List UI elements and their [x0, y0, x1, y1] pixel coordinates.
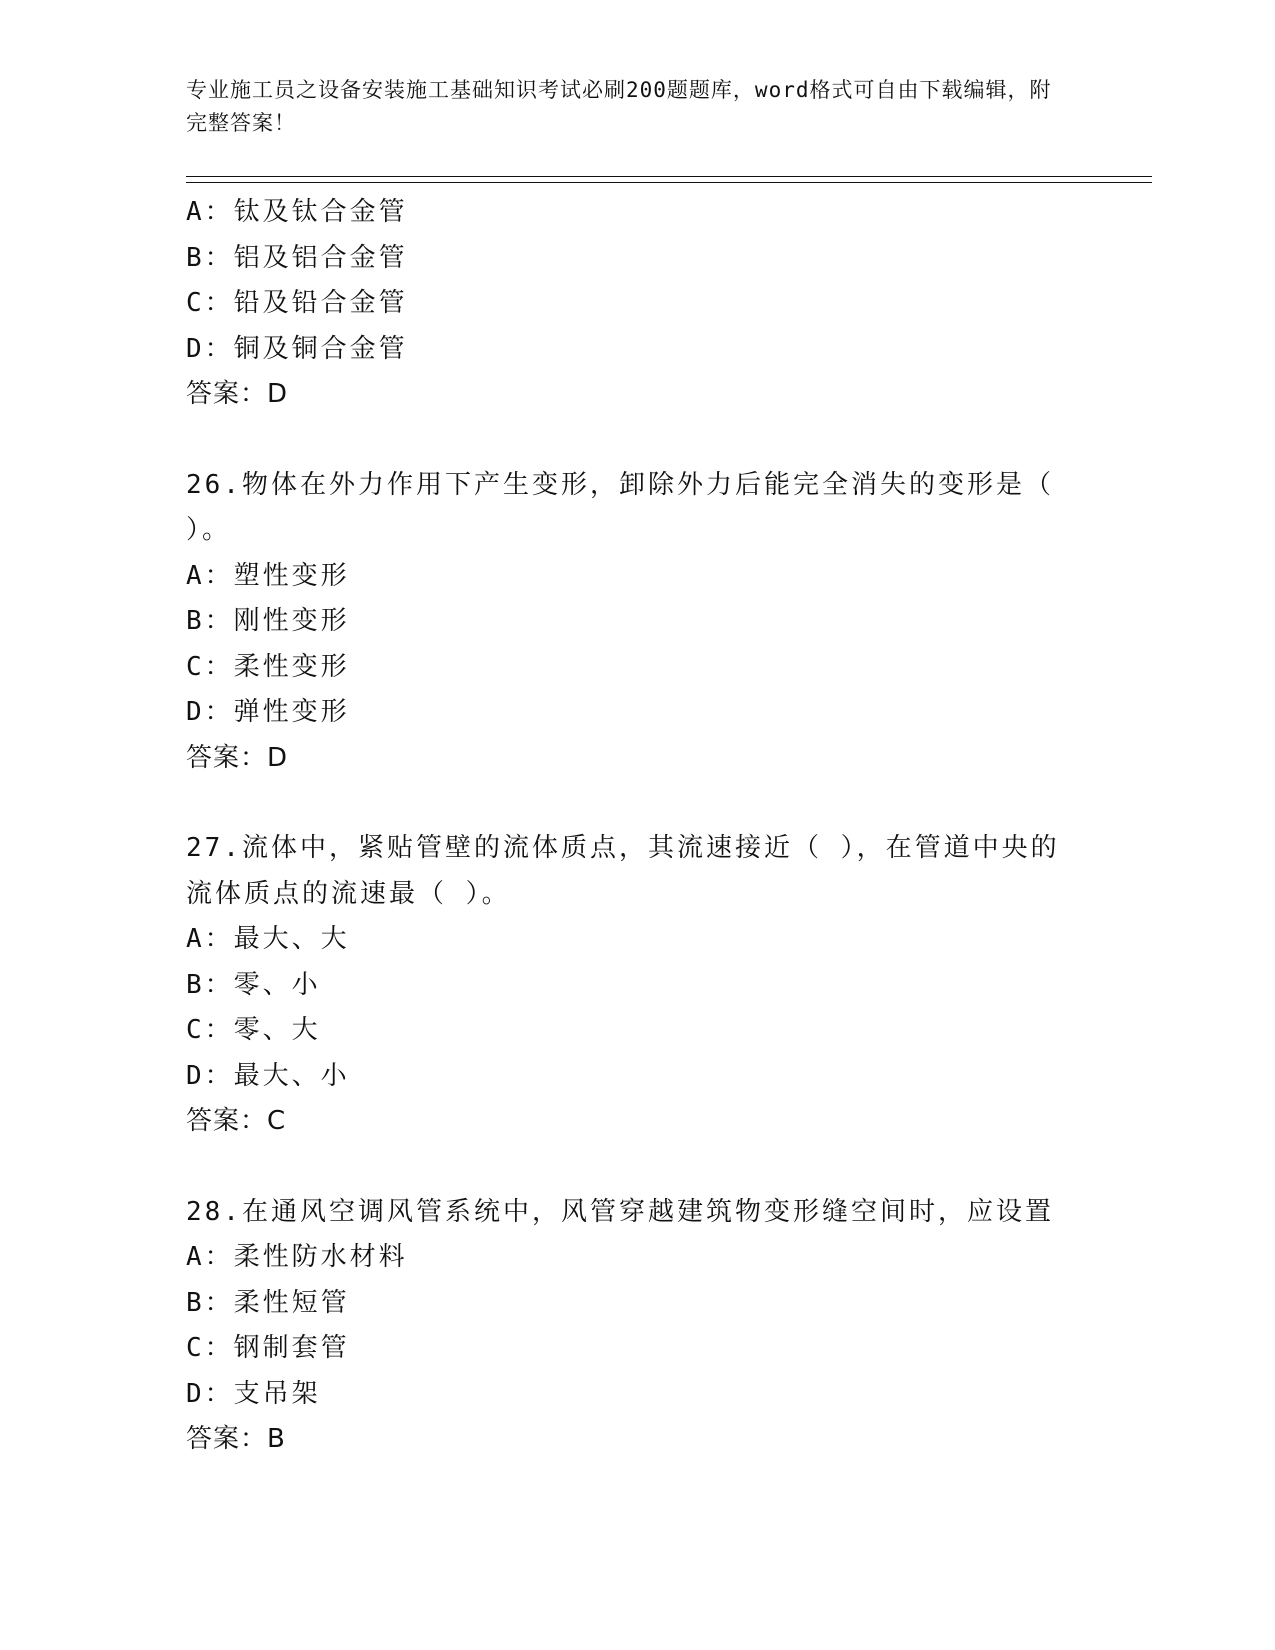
option-a: A：最大、大 [186, 924, 350, 954]
header-divider-bottom [186, 182, 1152, 183]
question-spacer [186, 1145, 1086, 1190]
option-b: B：刚性变形 [186, 606, 350, 636]
option-c: C：柔性变形 [186, 651, 350, 682]
option-c: C：钢制套管 [186, 1333, 350, 1363]
question-list [186, 190, 1086, 1463]
option-d: D：支吊架 [186, 1378, 321, 1409]
question-spacer [186, 418, 1086, 463]
option-b: B：铝及铝合金管 [186, 242, 408, 273]
answer-line: 答案：C [186, 1106, 287, 1136]
header-divider-top [186, 176, 1152, 177]
option-a: A：钛及钛合金管 [186, 197, 408, 227]
question-26 [186, 463, 1086, 782]
option-a: A：柔性防水材料 [186, 1242, 408, 1272]
option-b: B：零、小 [186, 969, 321, 1000]
answer-line: 答案：D [186, 379, 289, 409]
option-d: D：弹性变形 [186, 697, 350, 727]
question-stem: 26.物体在外力作用下产生变形，卸除外力后能完全消失的变形是（ ）。 [186, 469, 1054, 545]
answer-line: 答案：B [186, 1424, 286, 1454]
option-d: D：铜及铜合金管 [186, 333, 408, 364]
question-stem: 28.在通风空调风管系统中，风管穿越建筑物变形缝空间时，应设置 [186, 1196, 1054, 1227]
option-a: A：塑性变形 [186, 560, 350, 591]
question-spacer [186, 781, 1086, 826]
question-25-continued [186, 190, 1086, 418]
question-27 [186, 826, 1086, 1145]
question-28 [186, 1190, 1086, 1463]
answer-line: 答案：D [186, 742, 289, 773]
option-c: C：铅及铅合金管 [186, 288, 408, 318]
option-b: B：柔性短管 [186, 1287, 350, 1318]
document-header: 专业施工员之设备安装施工基础知识考试必刷200题题库，word格式可自由下载编辑，附完整答案！ [186, 78, 1052, 135]
question-stem: 27.流体中，紧贴管壁的流体质点，其流速接近（ ），在管道中央的流体质点的流速最（ ）。 [186, 833, 1060, 909]
option-c: C：零、大 [186, 1015, 321, 1045]
option-d: D：最大、小 [186, 1060, 350, 1091]
